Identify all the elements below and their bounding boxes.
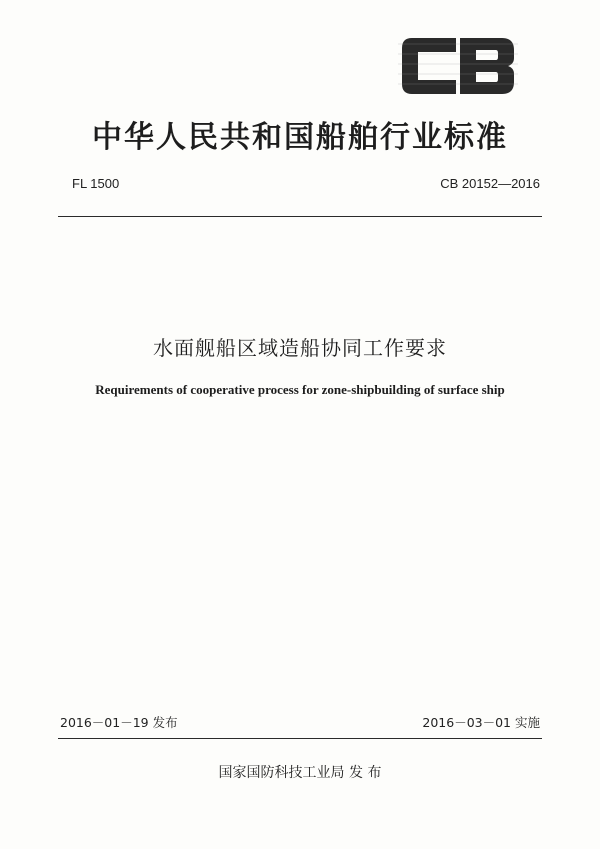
classification-code: FL 1500 <box>72 176 120 191</box>
document-title-english: Requirements of cooperative process for zone-shipbuilding of surface ship <box>95 382 505 397</box>
top-divider <box>58 216 542 217</box>
effective-date: 2016－03－01 实施 <box>422 715 540 730</box>
cb-standard-logo-icon <box>398 34 518 98</box>
document-title-chinese: 水面舰船区域造船协同工作要求 <box>153 336 447 360</box>
standard-category-title: 中华人民共和国船舶行业标准 <box>92 120 508 155</box>
logo-text: CB <box>398 34 400 35</box>
bottom-divider <box>58 738 542 739</box>
issue-date: 2016－01－19 发布 <box>60 715 178 730</box>
publisher-line: 国家国防科技工业局 发 布 <box>218 765 382 781</box>
standard-number: CB 20152—2016 <box>440 176 540 191</box>
